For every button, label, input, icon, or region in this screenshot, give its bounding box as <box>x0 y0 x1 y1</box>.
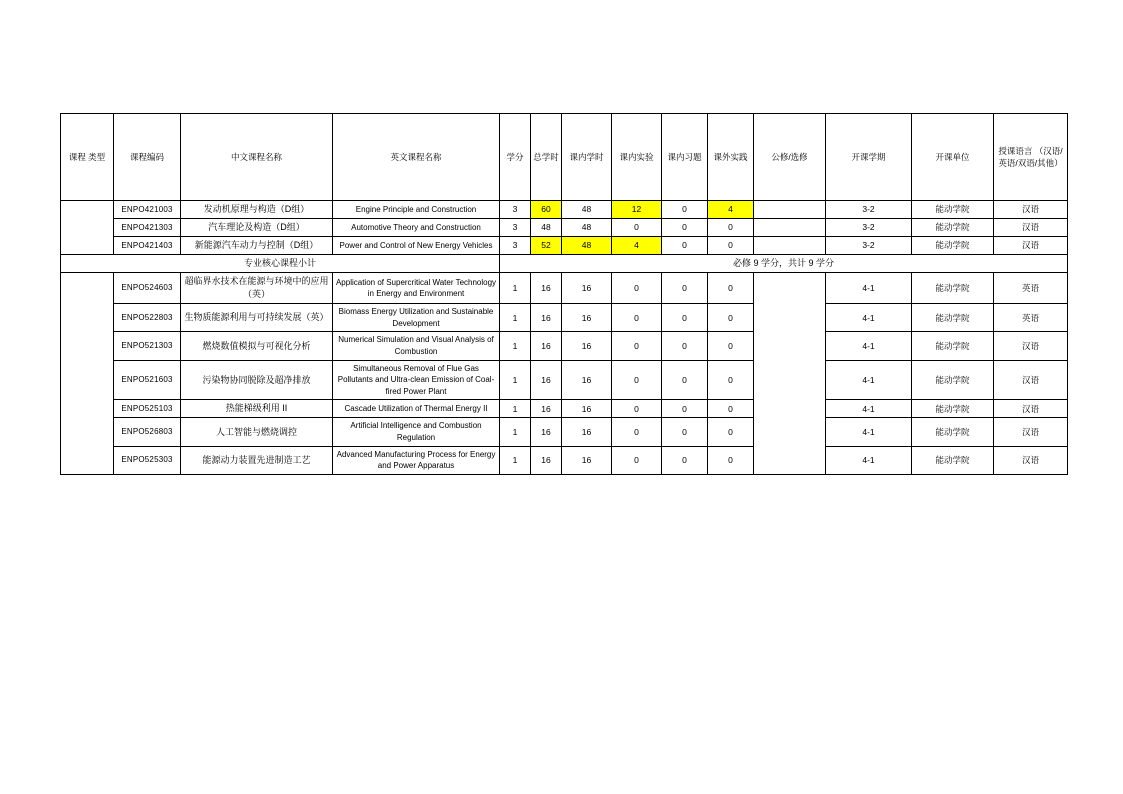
credit-cell: 1 <box>500 360 531 400</box>
language-cell: 英语 <box>994 273 1068 304</box>
en-name-cell: Advanced Manufacturing Process for Energy and Power Apparatus <box>333 446 500 474</box>
lab-hours-cell: 12 <box>612 201 662 219</box>
practice-hours-cell: 0 <box>708 446 754 474</box>
subtotal-text: 必修 9 学分，共计 9 学分 <box>500 255 1068 273</box>
header-dept <box>912 114 994 201</box>
lab-hours-cell: 0 <box>612 219 662 237</box>
exercise-hours-cell: 0 <box>662 237 708 255</box>
header-language-label: 授课语言 （汉语/英语/双语/其他） <box>998 145 1063 168</box>
term-cell: 4-1 <box>826 332 912 360</box>
class-hours-cell: 16 <box>562 400 612 418</box>
table-row <box>61 273 1068 304</box>
subtotal-label: 专业核心课程小计 <box>61 255 500 273</box>
language-cell: 汉语 <box>994 446 1068 474</box>
dept-cell: 能动学院 <box>912 219 994 237</box>
header-lab-hours-label: 课内实验 <box>619 151 654 162</box>
header-class-hours <box>562 114 612 201</box>
header-term-label: 开课学期 <box>851 151 886 162</box>
header-en-name-label: 英文课程名称 <box>390 151 442 162</box>
exercise-hours-cell: 0 <box>662 360 708 400</box>
total-hours-cell: 16 <box>531 360 562 400</box>
total-hours-cell: 16 <box>531 332 562 360</box>
class-hours-cell: 16 <box>562 360 612 400</box>
language-cell: 汉语 <box>994 219 1068 237</box>
en-name-cell: Engine Principle and Construction <box>333 201 500 219</box>
lab-hours-cell: 4 <box>612 237 662 255</box>
term-cell: 3-2 <box>826 201 912 219</box>
dept-cell: 能动学院 <box>912 418 994 446</box>
credit-cell: 3 <box>500 219 531 237</box>
class-hours-cell: 48 <box>562 219 612 237</box>
en-name-cell: Application of Supercritical Water Technology in Energy and Environment <box>333 273 500 304</box>
total-hours-cell: 16 <box>531 273 562 304</box>
en-name-cell: Power and Control of New Energy Vehicles <box>333 237 500 255</box>
cn-name-cell: 新能源汽车动力与控制（D组） <box>181 237 333 255</box>
elective-cell <box>754 219 826 237</box>
table-row <box>61 418 1068 446</box>
header-credit <box>500 114 531 201</box>
exercise-hours-cell: 0 <box>662 304 708 332</box>
term-cell: 4-1 <box>826 418 912 446</box>
credit-cell: 1 <box>500 400 531 418</box>
term-cell: 3-2 <box>826 237 912 255</box>
class-hours-cell: 48 <box>562 237 612 255</box>
lab-hours-cell: 0 <box>612 273 662 304</box>
total-hours-cell: 16 <box>531 400 562 418</box>
credit-cell: 1 <box>500 332 531 360</box>
header-dept-label: 开课单位 <box>935 151 970 162</box>
table-row <box>61 360 1068 400</box>
cn-name-cell: 能源动力装置先进制造工艺 <box>181 446 333 474</box>
credit-cell: 1 <box>500 273 531 304</box>
header-term <box>826 114 912 201</box>
term-cell: 4-1 <box>826 273 912 304</box>
practice-hours-cell: 4 <box>708 201 754 219</box>
exercise-hours-cell: 0 <box>662 201 708 219</box>
language-cell: 汉语 <box>994 400 1068 418</box>
header-class-hours-label: 课内学时 <box>569 151 604 162</box>
dept-cell: 能动学院 <box>912 201 994 219</box>
header-cn-name-label: 中文课程名称 <box>230 151 282 162</box>
practice-hours-cell: 0 <box>708 219 754 237</box>
course-code-cell: ENPO525103 <box>114 400 181 418</box>
course-type-cell <box>61 201 114 255</box>
cn-name-cell: 汽车理论及构造（D组） <box>181 219 333 237</box>
class-hours-cell: 16 <box>562 332 612 360</box>
cn-name-cell: 污染物协同脱除及超净排放 <box>181 360 333 400</box>
subtotal-row <box>61 255 1068 273</box>
course-type-cell <box>61 273 114 475</box>
cn-name-cell: 热能梯级利用 II <box>181 400 333 418</box>
header-elective-label: 公修/选修 <box>771 151 808 162</box>
credit-cell: 3 <box>500 237 531 255</box>
lab-hours-cell: 0 <box>612 446 662 474</box>
class-hours-cell: 16 <box>562 418 612 446</box>
practice-hours-cell: 0 <box>708 418 754 446</box>
lab-hours-cell: 0 <box>612 304 662 332</box>
header-total-hours-label: 总学时 <box>533 151 559 162</box>
class-hours-cell: 16 <box>562 273 612 304</box>
term-cell: 4-1 <box>826 360 912 400</box>
header-row <box>61 114 1068 201</box>
en-name-cell: Automotive Theory and Construction <box>333 219 500 237</box>
course-code-cell: ENPO421003 <box>114 201 181 219</box>
credit-cell: 1 <box>500 304 531 332</box>
lab-hours-cell: 0 <box>612 418 662 446</box>
elective-cell <box>754 273 826 475</box>
header-credit-label: 学分 <box>506 151 524 162</box>
exercise-hours-cell: 0 <box>662 273 708 304</box>
language-cell: 汉语 <box>994 360 1068 400</box>
class-hours-cell: 16 <box>562 304 612 332</box>
cn-name-cell: 生物质能源利用与可持续发展（英） <box>181 304 333 332</box>
term-cell: 3-2 <box>826 219 912 237</box>
language-cell: 汉语 <box>994 201 1068 219</box>
credit-cell: 1 <box>500 418 531 446</box>
header-practice-hours <box>708 114 754 201</box>
elective-cell <box>754 237 826 255</box>
course-code-cell: ENPO421403 <box>114 237 181 255</box>
header-total-hours <box>531 114 562 201</box>
dept-cell: 能动学院 <box>912 446 994 474</box>
exercise-hours-cell: 0 <box>662 219 708 237</box>
header-lab-hours <box>612 114 662 201</box>
dept-cell: 能动学院 <box>912 304 994 332</box>
course-table <box>60 113 1068 475</box>
exercise-hours-cell: 0 <box>662 332 708 360</box>
term-cell: 4-1 <box>826 400 912 418</box>
table-row <box>61 201 1068 219</box>
header-course-code-label: 课程编码 <box>129 151 164 162</box>
practice-hours-cell: 0 <box>708 273 754 304</box>
course-code-cell: ENPO526803 <box>114 418 181 446</box>
language-cell: 汉语 <box>994 237 1068 255</box>
header-exercise-hours-label: 课内习题 <box>667 151 702 162</box>
practice-hours-cell: 0 <box>708 304 754 332</box>
dept-cell: 能动学院 <box>912 360 994 400</box>
total-hours-cell: 16 <box>531 446 562 474</box>
header-course-code <box>114 114 181 201</box>
header-course-type <box>61 114 114 201</box>
course-code-cell: ENPO525303 <box>114 446 181 474</box>
table-body <box>61 201 1068 475</box>
language-cell: 汉语 <box>994 418 1068 446</box>
practice-hours-cell: 0 <box>708 400 754 418</box>
term-cell: 4-1 <box>826 446 912 474</box>
total-hours-cell: 52 <box>531 237 562 255</box>
exercise-hours-cell: 0 <box>662 400 708 418</box>
total-hours-cell: 60 <box>531 201 562 219</box>
exercise-hours-cell: 0 <box>662 446 708 474</box>
practice-hours-cell: 0 <box>708 332 754 360</box>
dept-cell: 能动学院 <box>912 400 994 418</box>
dept-cell: 能动学院 <box>912 332 994 360</box>
table-row <box>61 219 1068 237</box>
language-cell: 英语 <box>994 304 1068 332</box>
course-code-cell: ENPO522803 <box>114 304 181 332</box>
en-name-cell: Cascade Utilization of Thermal Energy II <box>333 400 500 418</box>
practice-hours-cell: 0 <box>708 237 754 255</box>
credit-cell: 1 <box>500 446 531 474</box>
cn-name-cell: 超临界水技术在能源与环境中的应用（英） <box>181 273 333 304</box>
course-code-cell: ENPO421303 <box>114 219 181 237</box>
header-practice-hours-label: 课外实践 <box>713 151 748 162</box>
table-row <box>61 304 1068 332</box>
cn-name-cell: 发动机原理与构造（D组） <box>181 201 333 219</box>
header-exercise-hours <box>662 114 708 201</box>
dept-cell: 能动学院 <box>912 273 994 304</box>
header-course-type-label: 课程 类型 <box>68 151 106 162</box>
course-table-sheet <box>60 113 1067 475</box>
credit-cell: 3 <box>500 201 531 219</box>
header-language <box>994 114 1068 201</box>
elective-cell <box>754 201 826 219</box>
course-code-cell: ENPO521303 <box>114 332 181 360</box>
table-row <box>61 237 1068 255</box>
total-hours-cell: 48 <box>531 219 562 237</box>
lab-hours-cell: 0 <box>612 332 662 360</box>
dept-cell: 能动学院 <box>912 237 994 255</box>
table-header <box>61 114 1068 201</box>
table-row <box>61 332 1068 360</box>
class-hours-cell: 48 <box>562 201 612 219</box>
header-en-name <box>333 114 500 201</box>
en-name-cell: Simultaneous Removal of Flue Gas Pollutants and Ultra-clean Emission of Coal-fired Power Plant <box>333 360 500 400</box>
lab-hours-cell: 0 <box>612 360 662 400</box>
header-elective <box>754 114 826 201</box>
cn-name-cell: 人工智能与燃烧调控 <box>181 418 333 446</box>
term-cell: 4-1 <box>826 304 912 332</box>
language-cell: 汉语 <box>994 332 1068 360</box>
en-name-cell: Biomass Energy Utilization and Sustainable Development <box>333 304 500 332</box>
table-row <box>61 400 1068 418</box>
total-hours-cell: 16 <box>531 304 562 332</box>
exercise-hours-cell: 0 <box>662 418 708 446</box>
en-name-cell: Artificial Intelligence and Combustion Regulation <box>333 418 500 446</box>
lab-hours-cell: 0 <box>612 400 662 418</box>
course-code-cell: ENPO524603 <box>114 273 181 304</box>
course-code-cell: ENPO521603 <box>114 360 181 400</box>
header-cn-name <box>181 114 333 201</box>
practice-hours-cell: 0 <box>708 360 754 400</box>
class-hours-cell: 16 <box>562 446 612 474</box>
table-row <box>61 446 1068 474</box>
cn-name-cell: 燃烧数值模拟与可视化分析 <box>181 332 333 360</box>
total-hours-cell: 16 <box>531 418 562 446</box>
en-name-cell: Numerical Simulation and Visual Analysis of Combustion <box>333 332 500 360</box>
